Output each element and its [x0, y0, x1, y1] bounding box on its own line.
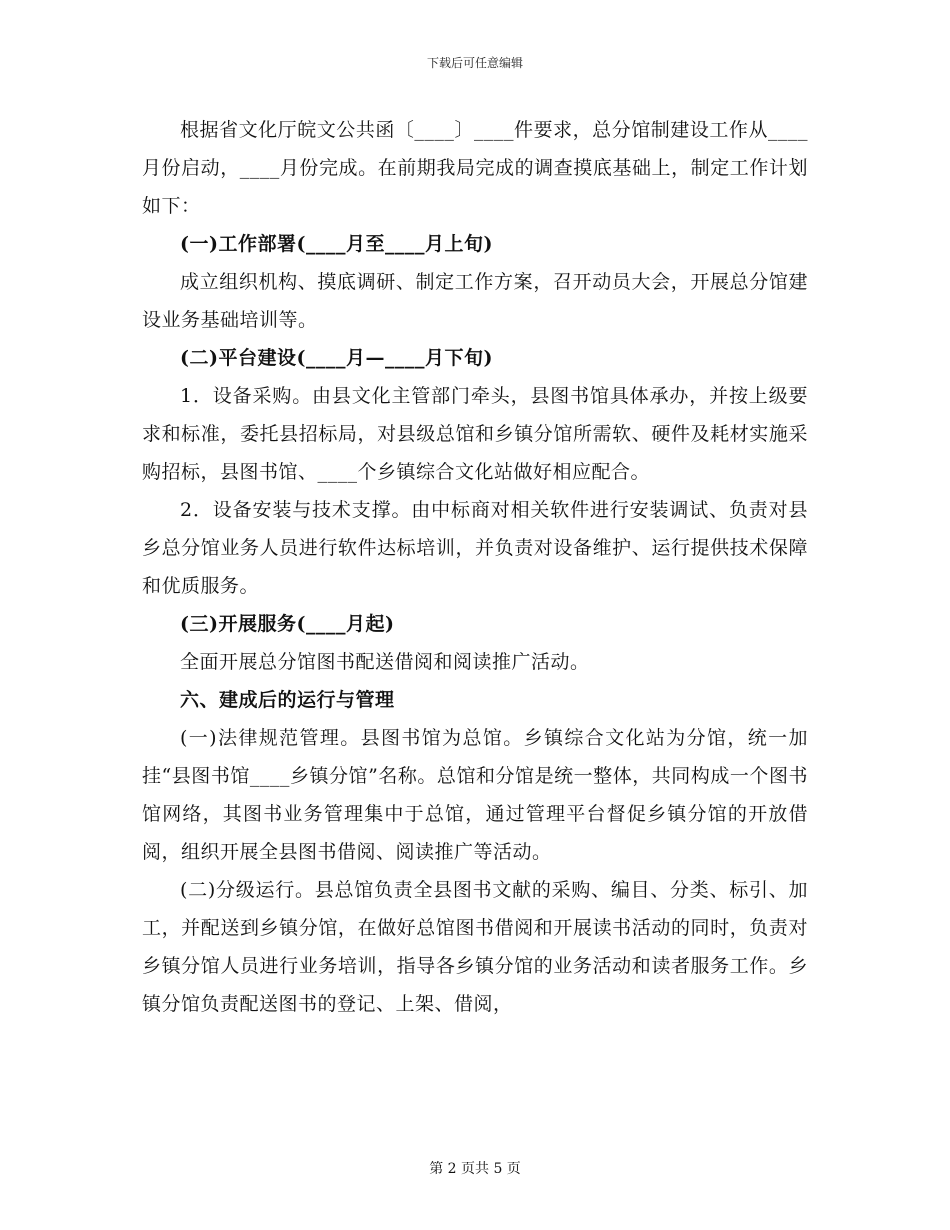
- section-heading: (二)平台建设(____月—____月下旬): [180, 347, 493, 369]
- section-heading: (一)工作部署(____月至____月上旬): [180, 233, 493, 255]
- paragraph: (二)分级运行。县总馆负责全县图书文献的采购、编目、分类、标引、加工，并配送到乡镇分馆，在做好总馆图书借阅和开展读书活动的同时，负责对乡镇分馆人员进行业务培训，指导各乡镇分馆的业务活动和读者服务工作。乡镇分馆负责配送图书的登记、上架、借阅，: [142, 879, 808, 1015]
- header-note: 下载后可任意编辑: [426, 56, 523, 70]
- section-heading: (三)开展服务(____月起): [180, 613, 395, 635]
- paragraph: 全面开展总分馆图书配送借阅和阅读推广活动。: [180, 651, 590, 673]
- paragraph: 1．设备采购。由县文化主管部门牵头，县图书馆具体承办，并按上级要求和标准，委托县招标局，对县级总馆和乡镇分馆所需软、硬件及耗材实施采购招标，县图书馆、____个乡镇综合文化站做好相应配合。: [142, 385, 808, 483]
- paragraph: 根据省文化厅皖文公共函〔____〕____件要求，总分馆制建设工作从____月份启动，____月份完成。在前期我局完成的调查摸底基础上，制定工作计划如下：: [142, 119, 808, 217]
- paragraph: 成立组织机构、摸底调研、制定工作方案，召开动员大会，开展总分馆建设业务基础培训等。: [142, 271, 808, 331]
- paragraph: (一)法律规范管理。县图书馆为总馆。乡镇综合文化站为分馆，统一加挂“县图书馆____乡镇分馆”名称。总馆和分馆是统一整体，共同构成一个图书馆网络，其图书业务管理集中于总馆，通过管理平台督促乡镇分馆的开放借阅，组织开展全县图书借阅、阅读推广等活动。: [142, 727, 808, 863]
- document-body: [142, 111, 808, 1023]
- paragraph: 2．设备安装与技术支撑。由中标商对相关软件进行安装调试、负责对县乡总分馆业务人员进行软件达标培训，并负责对设备维护、运行提供技术保障和优质服务。: [142, 499, 808, 597]
- page-number-footer: 第 2 页共 5 页: [429, 1161, 521, 1177]
- section-heading: 六、建成后的运行与管理: [180, 689, 395, 711]
